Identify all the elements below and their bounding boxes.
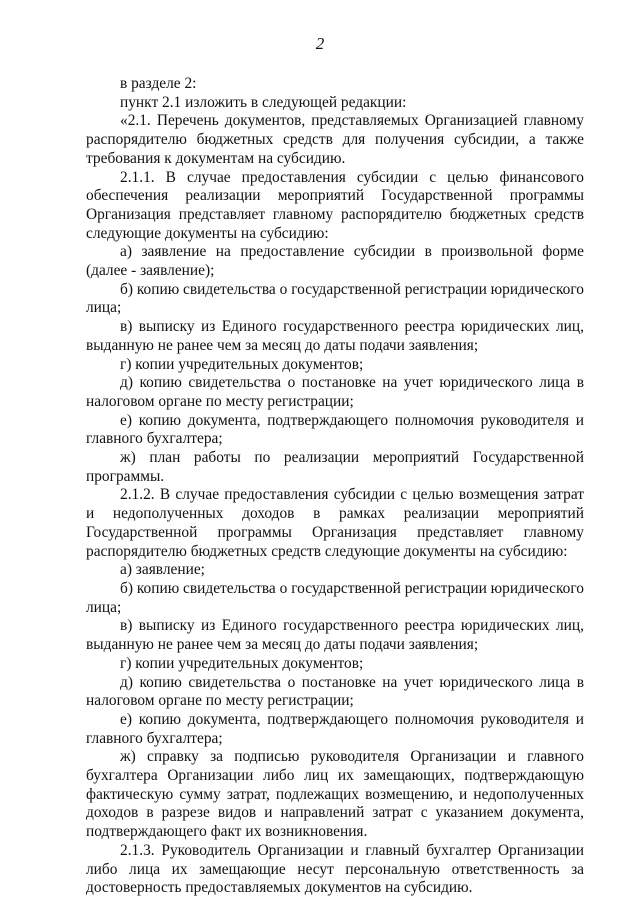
paragraph: г) копии учредительных документов; — [120, 654, 364, 672]
paragraph: в) выписку из Единого государственного реестра юридических лиц, выданную не ранее чем за месяц до даты подачи заявления; — [86, 617, 584, 654]
paragraph: а) заявление; — [120, 561, 205, 579]
paragraph: ж) справку за подписью руководителя Организации и главного бухгалтера Организации либо лиц их замещающих, подтверждающую фактическую сумму затрат, подлежащих возмещению, и недополученных доходов в разрезе видов и направлений затрат с указанием документа, подтверждающего факт их возникновения. — [86, 748, 584, 841]
paragraph: б) копию свидетельства о государственной регистрации юридического лица; — [86, 280, 584, 317]
paragraph: в разделе 2: — [120, 75, 197, 92]
paragraph: д) копию свидетельства о постановке на учет юридического лица в налоговом органе по месту регистрации; — [86, 673, 584, 710]
paragraph: е) копию документа, подтверждающего полномочия руководителя и главного бухгалтера; — [86, 710, 584, 747]
paragraph: д) копию свидетельства о постановке на учет юридического лица в налоговом органе по месту регистрации; — [86, 374, 584, 410]
paragraph: пункт 2.1 изложить в следующей редакции: — [120, 93, 407, 111]
paragraph: 2.1.2. В случае предоставления субсидии с целью возмещения затрат и недополученных доходов в рамках реализации мероприятий Государственной программы Организация представляет главному распорядителю бюджетных средств следующие документы на субсидию: — [86, 486, 584, 560]
document-body — [86, 75, 584, 898]
paragraph: 2.1.3. Руководитель Организации и главный бухгалтер Организации либо лица их замещающие несут персональную ответственность за достоверность предоставляемых документов на субсидию. — [86, 841, 584, 897]
paragraph: а) заявление на предоставление субсидии в произвольной форме (далее - заявление); — [86, 243, 584, 280]
paragraph: б) копию свидетельства о государственной регистрации юридического лица; — [86, 579, 584, 616]
paragraph: 2.1.1. В случае предоставления субсидии с целью финансового обеспечения реализации мероприятий Государственной программы Организация представляет главному распорядителю бюджетных средств следующие документы на субсидию: — [86, 168, 584, 242]
paragraph: «2.1. Перечень документов, представляемых Организацией главному распорядителю бюджетных средств для получения субсидии, а также требования к документам на субсидию. — [86, 112, 584, 167]
paragraph: в) выписку из Единого государственного реестра юридических лиц, выданную не ранее чем за месяц до даты подачи заявления; — [86, 318, 584, 354]
paragraph: г) копии учредительных документов; — [120, 355, 364, 373]
page-number: 2 — [315, 34, 325, 53]
paragraph: е) копию документа, подтверждающего полномочия руководителя и главного бухгалтера; — [86, 411, 584, 448]
paragraph: ж) план работы по реализации мероприятий Государственной программы. — [86, 449, 584, 485]
